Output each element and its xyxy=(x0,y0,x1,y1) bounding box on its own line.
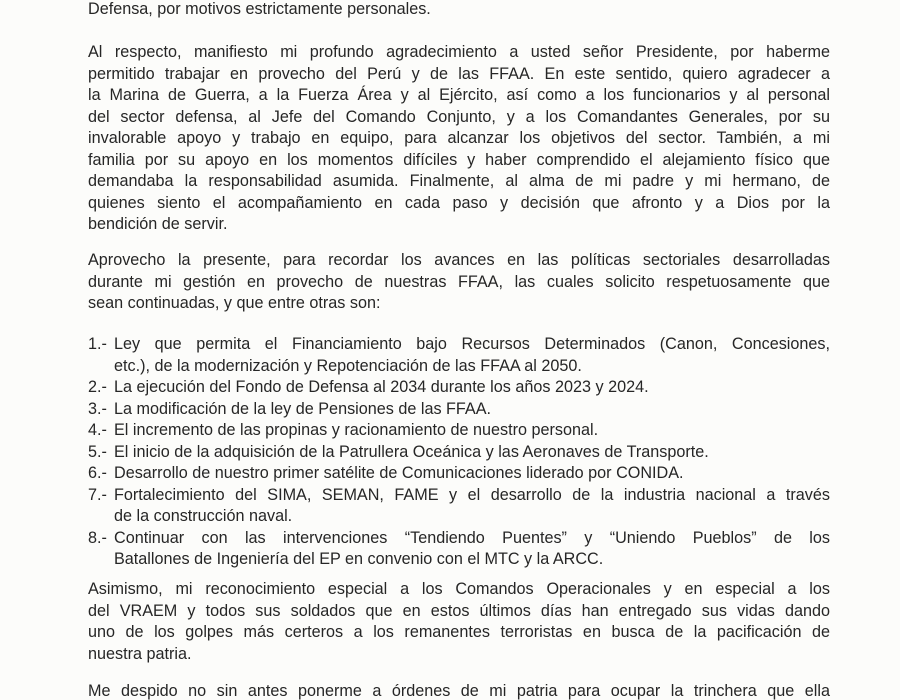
paragraph-farewell xyxy=(88,681,830,700)
list-item-text: El inicio de la adquisición de la Patrullera Oceánica y las Aeronaves de Transporte. xyxy=(114,442,709,461)
list-item-text: El incremento de las propinas y racionamiento de nuestro personal. xyxy=(114,421,599,439)
paragraph-line: quienes siento el acompañamiento en cada paso y decisión que afronto y a Dios por la xyxy=(88,193,830,212)
list-item xyxy=(88,485,830,528)
list-item-line xyxy=(88,442,830,464)
paragraph-acknowledgement xyxy=(88,42,830,236)
paragraph-line: bendición de servir. xyxy=(88,215,228,233)
list-item-number: 5.- xyxy=(88,442,107,461)
list-item-line xyxy=(88,420,830,442)
list-item-number: 8.- xyxy=(88,528,107,547)
list-item-line xyxy=(88,528,830,550)
list-item-number: 2.- xyxy=(88,378,107,396)
paragraph-line: Aprovecho la presente, para recordar los avances en las políticas sectoriales desarrolladas xyxy=(88,251,830,269)
paragraph-line: invalorable apoyo y trabajo en equipo, para alcanzar los objetivos del sector. También, a mi xyxy=(88,129,830,147)
list-item xyxy=(88,334,830,377)
paragraph-line: sean continuadas, y que entre otras son: xyxy=(88,294,381,312)
paragraph-line: durante mi gestión en provecho de nuestras FFAA, las cuales solicito respetuosamente que xyxy=(88,272,830,291)
list-item-line xyxy=(88,463,830,485)
list-item-text: Continuar con las intervenciones “Tendiendo Puentes” y “Uniendo Pueblos” de los xyxy=(114,528,830,547)
list-item-line xyxy=(88,377,830,399)
paragraph-line: del VRAEM y todos sus soldados que en estos últimos días han entregado sus vidas dando xyxy=(88,601,830,620)
list-item-number: 1.- xyxy=(88,335,107,353)
letter-top-line-block xyxy=(88,0,830,21)
paragraph-line: uno de los golpes más certeros a los remanentes terroristas en busca de la pacificación de xyxy=(88,623,830,641)
paragraph-line: del sector defensa, al Jefe del Comando Conjunto, y a los Comandantes Generales, por su xyxy=(88,107,830,126)
letter-top-line: Defensa, por motivos estrictamente personales. xyxy=(88,0,431,18)
list-item xyxy=(88,463,830,485)
list-item xyxy=(88,377,830,399)
policy-list xyxy=(88,334,830,571)
list-item-line xyxy=(88,334,830,356)
list-item-line xyxy=(88,399,830,421)
paragraph-policies-intro xyxy=(88,250,830,315)
paragraph-line: permitido trabajar en provecho del Perú y de las FFAA. En este sentido, quiero agradecer a xyxy=(88,64,830,83)
paragraph-line: Me despido no sin antes ponerme a órdenes de mi patria para ocupar la trinchera que ella xyxy=(88,682,830,700)
list-item-text: La modificación de la ley de Pensiones de las FFAA. xyxy=(114,399,492,418)
list-item-number: 7.- xyxy=(88,485,107,504)
list-item xyxy=(88,399,830,421)
list-item-text: Ley que permita el Financiamiento bajo Recursos Determinados (Canon, Concesiones, xyxy=(114,335,830,353)
list-item-text: Fortalecimiento del SIMA, SEMAN, FAME y el desarrollo de la industria nacional a través xyxy=(114,485,830,504)
paragraph-line: la Marina de Guerra, a la Fuerza Área y al Ejército, así como a los funcionarios y al personal xyxy=(88,86,830,104)
paragraph-line: familia por su apoyo en los momentos difíciles y haber comprendido el alejamiento físico que xyxy=(88,150,830,169)
list-item-continuation: de la construcción naval. xyxy=(114,507,293,525)
list-item-line xyxy=(88,485,830,507)
list-item-number: 3.- xyxy=(88,399,107,418)
paragraph-recognition xyxy=(88,579,830,665)
list-item-text: La ejecución del Fondo de Defensa al 2034 durante los años 2023 y 2024. xyxy=(114,378,649,396)
list-item-number: 6.- xyxy=(88,464,107,482)
list-item xyxy=(88,528,830,571)
list-item-text: Desarrollo de nuestro primer satélite de Comunicaciones liderado por CONIDA. xyxy=(114,464,684,482)
list-item-number: 4.- xyxy=(88,421,107,439)
list-item xyxy=(88,420,830,442)
paragraph-line: nuestra patria. xyxy=(88,644,192,663)
list-item xyxy=(88,442,830,464)
list-item-continuation: Batallones de Ingeniería del EP en convenio con el MTC y la ARCC. xyxy=(114,550,604,568)
list-item-continuation: etc.), de la modernización y Repotenciación de las FFAA al 2050. xyxy=(114,356,582,375)
paragraph-line: demandaba la responsabilidad asumida. Finalmente, al alma de mi padre y mi hermano, de xyxy=(88,172,830,190)
paragraph-line: Al respecto, manifiesto mi profundo agradecimiento a usted señor Presidente, por haberme xyxy=(88,43,830,61)
paragraph-line: Asimismo, mi reconocimiento especial a los Comandos Operacionales y en especial a los xyxy=(88,580,830,598)
